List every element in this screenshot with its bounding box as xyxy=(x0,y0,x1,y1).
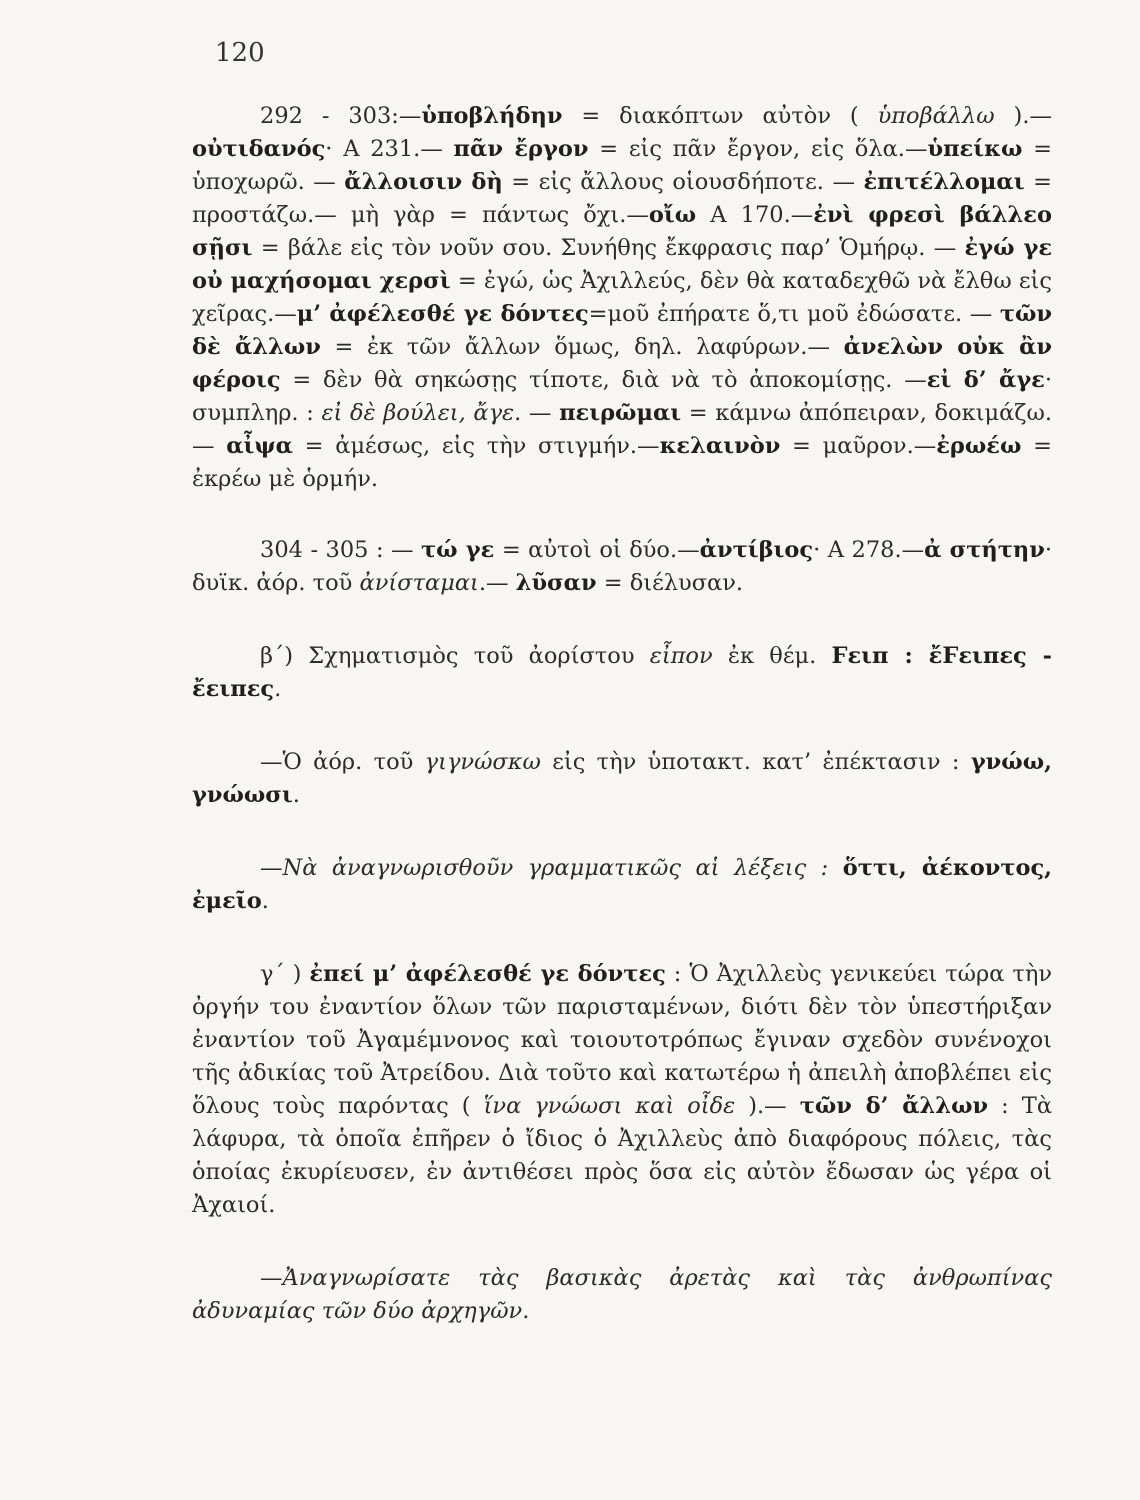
text: . xyxy=(274,676,282,702)
page-body xyxy=(192,100,1052,1328)
text: = ἐκ τῶν ἄλλων ὅμως, δηλ. λαφύρων.— xyxy=(320,334,844,360)
headword: πειρῶμαι xyxy=(559,400,682,426)
headword: ἐπιτέλλομαι xyxy=(863,169,1025,195)
italic-text: εἰ δὲ βούλει, ἄγε xyxy=(321,400,515,426)
headword: ὑπείκω xyxy=(927,136,1023,162)
headword: γνώω, γνώωσι xyxy=(192,749,1052,808)
headword: λῦσαν xyxy=(515,570,597,596)
text: = αὐτοὶ οἱ δύο.— xyxy=(494,537,700,563)
headword: ἀντίβιος xyxy=(699,537,814,563)
text: = ἐγώ, ὡς Ἀχιλλεύς, δὲν θὰ καταδεχθῶ νὰ ἔλθω εἰς χεῖρας.— xyxy=(192,268,1052,327)
text: = ἀμέσως, εἰς τὴν στιγμήν.— xyxy=(292,433,660,459)
text: = δὲν θὰ σηκώσῃς τίποτε, διὰ νὰ τὸ ἀποκομίσῃς. — xyxy=(280,367,927,393)
text: : Τὰ λάφυρα, τὰ ὁποῖα ἐπῆρεν ὁ ἴδιος ὁ Ἀχιλλεὺς ἀπὸ διαφόρους πόλεις, τὰς ὁποίας ἐκυρίευσεν, ἐν ἀντιθέσει πρὸς ὅσα εἰς αὐτὸν ἔδωσαν ὡς γέρα οἱ Ἀχαιοί. xyxy=(192,1093,1053,1218)
headword: τῶν δὲ ἄλλων xyxy=(192,301,1052,360)
headword: ἐγώ γε οὐ μαχήσομαι χερσὶ xyxy=(192,235,1052,294)
text: = ἐκρέω μὲ ὁρμήν. xyxy=(192,433,1052,492)
text xyxy=(828,855,842,881)
text: . xyxy=(261,888,269,914)
headword: ἐπεί μ’ ἀφέλεσθέ γε δόντες xyxy=(309,961,666,987)
headword: τώ γε xyxy=(421,537,495,563)
paragraph-exercise-virtues xyxy=(192,1262,1052,1328)
headword: κελαινὸν xyxy=(659,433,781,459)
headword: ἀνελὼν οὐκ ἂν φέροις xyxy=(192,334,1052,393)
text: —Ὁ ἀόρ. τοῦ xyxy=(260,749,425,775)
text: = βάλε εἰς τὸν νοῦν σου. Συνήθης ἔκφρασις παρ’ Ὁμήρῳ. — xyxy=(252,235,965,261)
text: ).— xyxy=(735,1093,800,1119)
text: εἰς τὴν ὑποτακτ. κατ’ ἐπέκτασιν : xyxy=(540,749,971,775)
italic-text: εἶπον xyxy=(649,643,713,669)
italic-text: —Ἀναγνωρίσατε τὰς βασικὰς ἀρετὰς καὶ τὰς ἀνθρωπίνας ἀδυναμίας τῶν δύο ἀρχηγῶν. xyxy=(192,1265,1052,1324)
paragraph-aorist-gignosko xyxy=(192,746,1052,812)
text: =μοῦ ἐπήρατε ὅ,τι μοῦ ἐδώσατε. — xyxy=(588,301,1000,327)
italic-text: ἵνα γνώωσι καὶ οἶδε xyxy=(483,1093,736,1119)
headword: ὑποβλήδην xyxy=(421,103,563,129)
page-number: 120 xyxy=(215,38,265,68)
text: = διέλυσαν. xyxy=(596,570,744,596)
headword: τῶν δ’ ἄλλων xyxy=(799,1093,989,1119)
text: β΄) Σχηματισμὸς τοῦ ἀορίστου xyxy=(260,643,650,669)
text: 292 - 303:— xyxy=(260,103,422,129)
headword: οἴω xyxy=(648,202,697,228)
text: = εἰς πᾶν ἔργον, εἰς ὅλα.— xyxy=(588,136,928,162)
paragraph-304-305 xyxy=(192,534,1052,600)
text: γ΄ ) xyxy=(260,961,310,987)
headword: ἀ στήτην xyxy=(924,537,1045,563)
headword: ἄλλοισιν δὴ xyxy=(344,169,503,195)
text: .— xyxy=(478,570,516,596)
paragraph-exercise-grammar xyxy=(192,852,1052,918)
text: ἐκ θέμ. xyxy=(712,643,832,669)
paragraph-292-303 xyxy=(192,100,1052,496)
text: Α 170.— xyxy=(696,202,814,228)
paragraph-beta xyxy=(192,640,1052,706)
text: = μαῦρον.— xyxy=(780,433,937,459)
text: : Ὁ Ἀχιλλεὺς γενικεύει τώρα τὴν ὀργήν του ἐναντίον ὅλων τῶν παρισταμένων, διότι δὲν τὸν ὑπεστήριξαν ἐναντίον τοῦ Ἀγαμέμνονος καὶ τοιουτοτρόπως ἔγιναν σχεδὸν συνένοχοι τῆς ἀδικίας τοῦ Ἀτρείδου. Διὰ τοῦτο καὶ κατωτέρω ἡ ἀπειλὴ ἀποβλέπει εἰς ὅλους τοὺς παρόντας ( xyxy=(192,961,1052,1119)
text: ).— xyxy=(994,103,1052,129)
text: = κάμνω ἀπόπειραν, δοκιμάζω.— xyxy=(192,400,1052,459)
italic-text: ὑποβάλλω xyxy=(877,103,995,129)
text: · δυϊκ. ἀόρ. τοῦ xyxy=(192,537,1052,596)
text: · Α 231.— xyxy=(325,136,454,162)
text: = προστάζω.— μὴ γὰρ = πάντως ὄχι.— xyxy=(192,169,1052,228)
headword: Ϝειπ : ἔϜειπες - ἔειπες xyxy=(192,643,1053,702)
headword: μ’ ἀφέλεσθέ γε δόντες xyxy=(296,301,589,327)
headword: ὅττι, ἀέκοντος, ἐμεῖο xyxy=(192,855,1052,914)
italic-text: —Νὰ ἀναγνωρισθοῦν γραμματικῶς αἱ λέξεις : xyxy=(260,855,829,881)
text: . — xyxy=(514,400,560,426)
headword: οὐτιδανός xyxy=(192,136,326,162)
text: 304 - 305 : — xyxy=(260,537,422,563)
italic-text: ἀνίσταμαι xyxy=(359,570,479,596)
text: · Α 278.— xyxy=(813,537,925,563)
text: = εἰς ἄλλους οἱουσδήποτε. — xyxy=(502,169,864,195)
headword: πᾶν ἔργον xyxy=(453,136,589,162)
headword: ἐνὶ φρεσὶ βάλλεο σῇσι xyxy=(192,202,1052,261)
text: = διακόπτων αὐτὸν ( xyxy=(562,103,878,129)
italic-text: γιγνώσκω xyxy=(424,749,541,775)
headword: εἰ δ’ ἄγε xyxy=(926,367,1045,393)
headword: αἶψα xyxy=(226,433,293,459)
text: . xyxy=(292,782,300,808)
paragraph-gamma xyxy=(192,958,1052,1222)
text: · συμπληρ. : xyxy=(192,367,1053,426)
text: = ὑποχωρῶ. — xyxy=(192,136,1052,195)
headword: ἐρωέω xyxy=(936,433,1022,459)
